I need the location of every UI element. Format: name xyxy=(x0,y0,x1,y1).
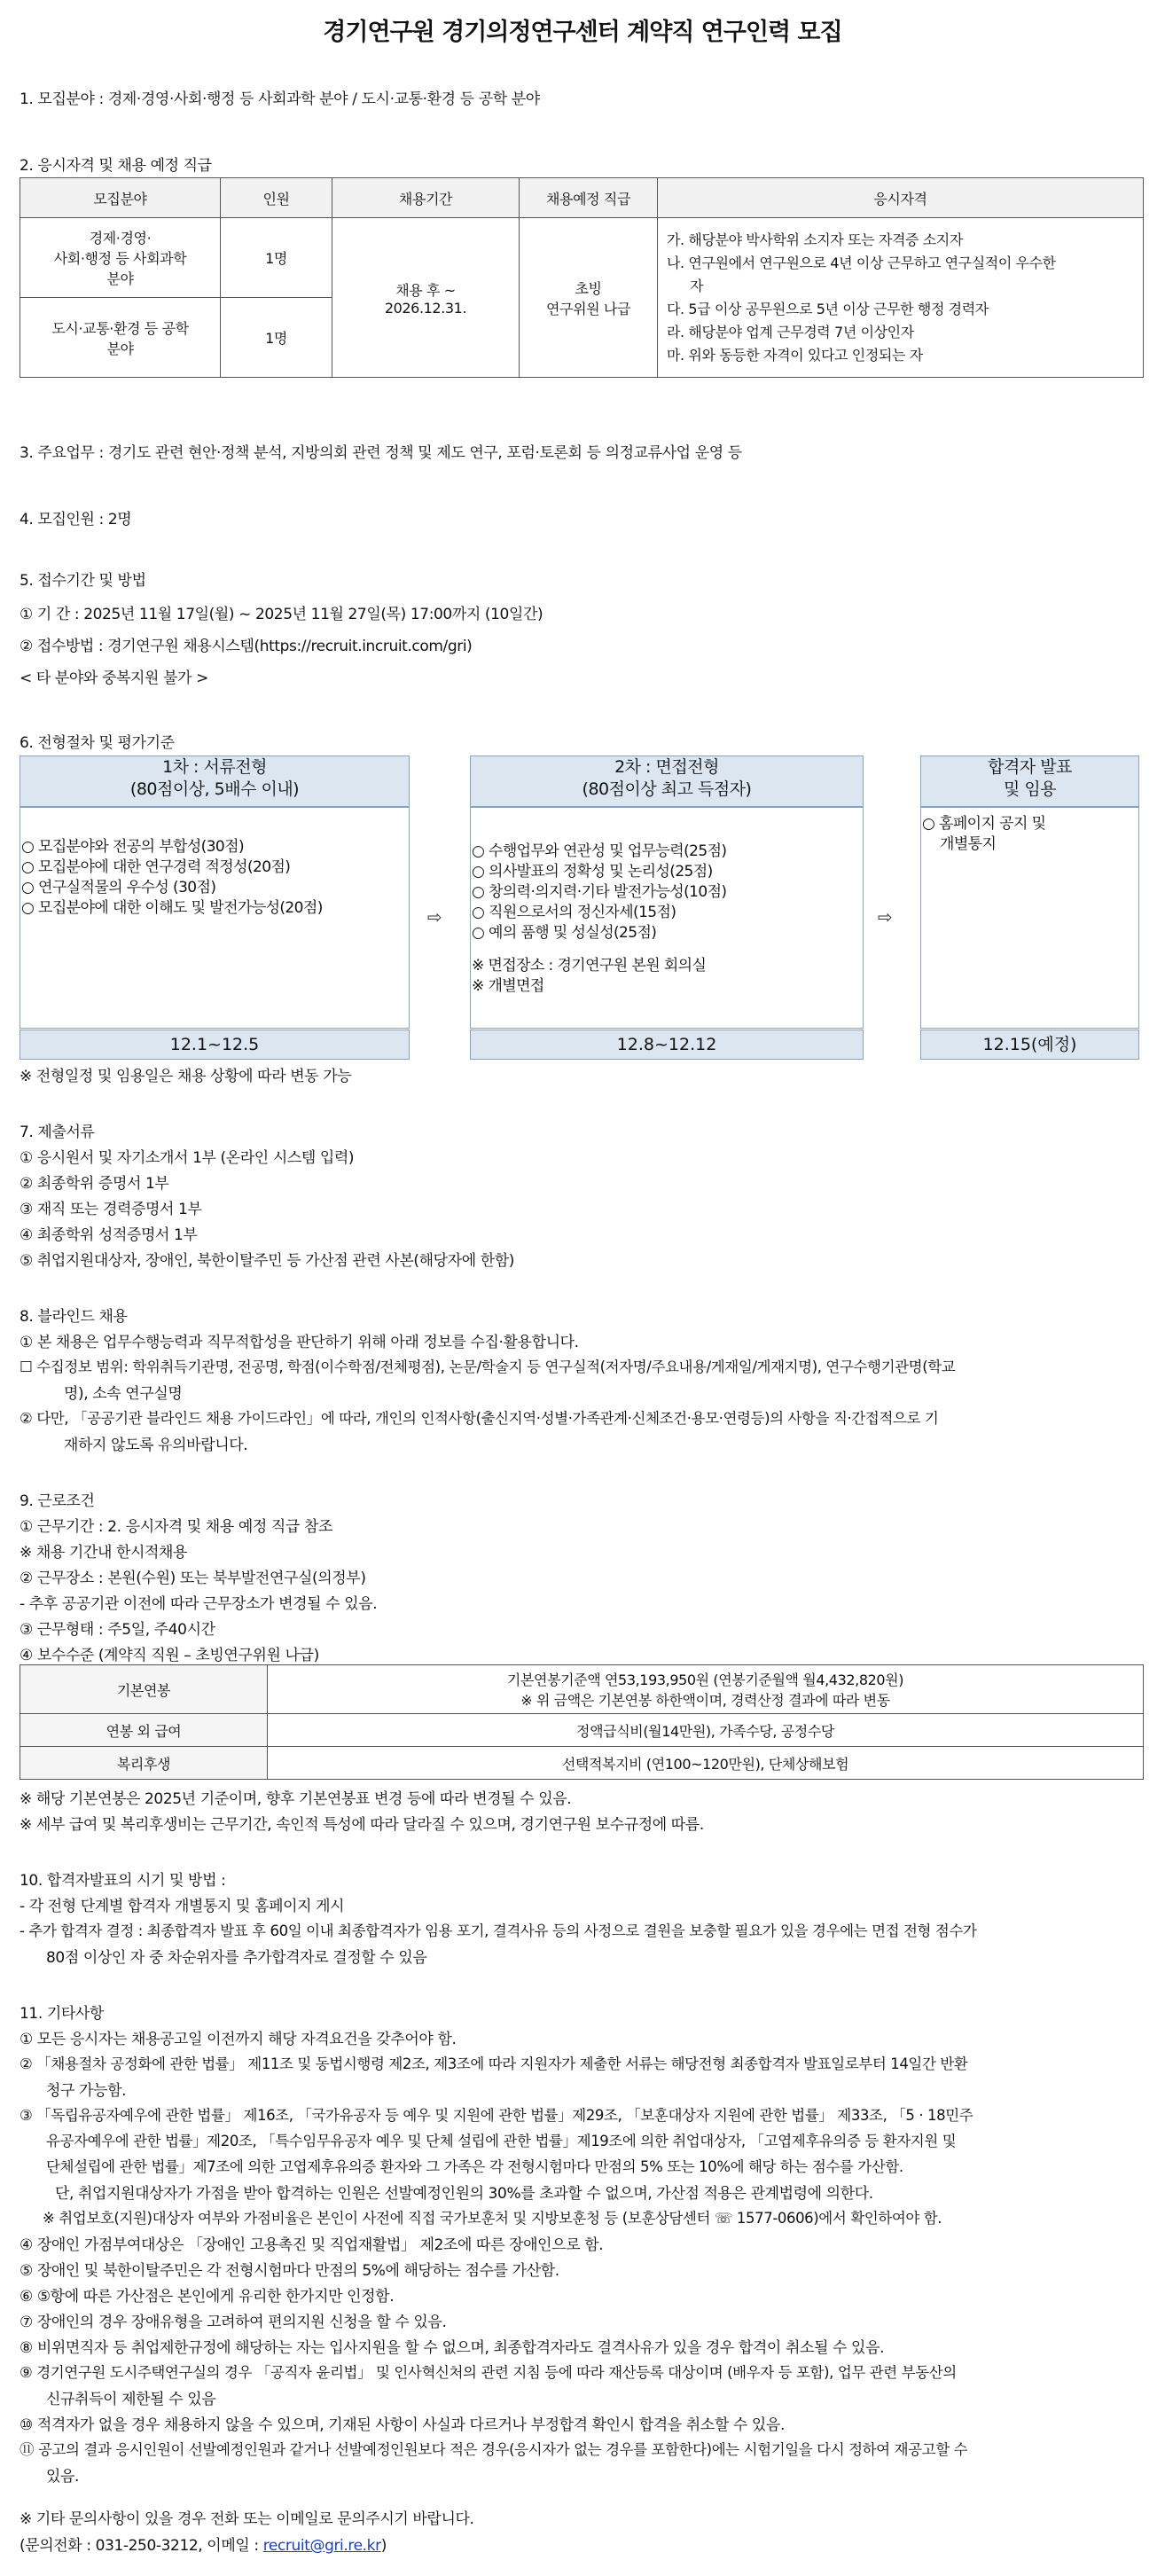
contact-suffix: ) xyxy=(380,2537,387,2555)
stage1-date: 12.1~12.5 xyxy=(20,1030,410,1060)
col-header: 채용기간 xyxy=(332,178,520,218)
document-item: ① 응시원서 및 자기소개서 1부 (온라인 시스템 입력) xyxy=(20,1149,355,1167)
s11-line: 유공자예우에 관한 법률」제20조, 「특수임무유공자 예우 및 단체 설립에 관한 법률」제19조에 의한 취업대상자, 「고엽제후유의증 등 환자지원 및 xyxy=(46,2133,957,2149)
stage2-header xyxy=(470,756,864,807)
period-line: 2026.12.31. xyxy=(384,299,467,317)
stage3-header xyxy=(920,756,1139,807)
criteria-item: ○ 직원으로서의 정신자세(15점) xyxy=(472,904,676,921)
s9-line: - 추후 공공기관 이전에 따라 근무장소가 변경될 수 있음. xyxy=(20,1595,378,1613)
s11-line: 신규취득이 제한될 수 있음 xyxy=(46,2391,216,2408)
criteria-item: ○ 모집분야에 대한 이해도 및 발전가능성(20점) xyxy=(21,899,323,917)
section-3: 3. 주요업무 : 경기도 관련 현안·정책 분석, 지방의회 관련 정책 및 제도 연구, 포럼·토론회 등 의정교류사업 운영 등 xyxy=(20,444,742,462)
salary-label: 연봉 외 급여 xyxy=(20,1714,268,1747)
s9-note: ※ 세부 급여 및 복리후생비는 근무기간, 속인적 특성에 따라 달라질 수 있으며, 경기연구원 보수규정에 따름. xyxy=(20,1816,704,1834)
section-1: 1. 모집분야 : 경제·경영·사회·행정 등 사회과학 분야 / 도시·교통·환경 등 공학 분야 xyxy=(20,90,540,108)
contact-line xyxy=(20,2533,387,2555)
s11-line: ⑥ ⑤항에 따른 가산점은 본인에게 유리한 한가지만 인정함. xyxy=(20,2288,395,2306)
qual-item: 자 xyxy=(690,277,704,294)
s11-line: ⑦ 장애인의 경우 장애유형을 고려하여 편의지원 신청을 할 수 있음. xyxy=(20,2314,447,2331)
criteria-item: ○ 수행업무와 연관성 및 업무능력(25점) xyxy=(472,842,727,860)
s11-line: ① 모든 응시자는 채용공고일 이전까지 해당 자격요건을 갖추어야 함. xyxy=(20,2031,457,2048)
s11-line: 단, 취업지원대상자가 가점을 받아 합격하는 인원은 선발예정인원의 30%를 초과할 수 없으며, 가산점 적용은 관계법령에 의한다. xyxy=(55,2185,873,2203)
field-line: 도시·교통·환경 등 공학 xyxy=(51,319,189,337)
stage2-date: 12.8~12.12 xyxy=(470,1030,864,1060)
s10-line: - 추가 합격자 결정 : 최종합격자 발표 후 60일 이내 최종합격자가 임용 포기, 결격사유 등의 사정으로 결원을 보충할 필요가 있을 경우에는 면접 전형 점수가 xyxy=(20,1922,977,1939)
salary-value: 정액급식비(월14만원), 가족수당, 공정수당 xyxy=(268,1714,1144,1747)
s11-line: ⑧ 비위면직자 등 취업제한규정에 해당하는 자는 입사지원을 할 수 없으며, 최종합격자라도 결격사유가 있을 경우 합격이 취소될 수 있음. xyxy=(20,2339,885,2357)
field-cell xyxy=(20,298,221,378)
salary-label: 기본연봉 xyxy=(20,1665,268,1714)
criteria-item: ○ 창의력·의지력·기타 발전가능성(10점) xyxy=(472,883,727,901)
s11-line: ⑪ 공고의 결과 응시인원이 선발예정인원과 같거나 선발예정인원보다 적은 경우(응시자가 없는 경우를 포함한다)에는 시험기일을 다시 정하여 재공고할 수 xyxy=(20,2441,968,2458)
s8-line: ① 본 채용은 업무수행능력과 직무적합성을 판단하기 위해 아래 정보를 수집·활용합니다. xyxy=(20,1334,579,1351)
s8-line: 명), 소속 연구실명 xyxy=(64,1385,183,1403)
s11-line: 청구 가능함. xyxy=(46,2082,127,2100)
s5-method: ② 접수방법 : 경기연구원 채용시스템(https://recruit.incruit.com/gri) xyxy=(20,638,473,655)
qual-item: 나. 연구원에서 연구원으로 4년 이상 근무하고 연구실적이 우수한 xyxy=(667,254,1056,271)
stage-subtitle: (80점이상, 5배수 이내) xyxy=(129,779,300,799)
s5-note: < 타 분야와 중복지원 불가 > xyxy=(20,669,208,687)
document-item: ② 최종학위 증명서 1부 xyxy=(20,1175,169,1193)
field-line: 분야 xyxy=(106,340,134,357)
period-line: 채용 후 ~ xyxy=(395,281,456,299)
criteria-item: ○ 모집분야에 대한 연구경력 적정성(20점) xyxy=(21,858,291,876)
section-5-title: 5. 접수기간 및 방법 xyxy=(20,572,146,590)
field-line: 분야 xyxy=(106,270,134,287)
document-item: ⑤ 취업지원대상자, 장애인, 북한이탈주민 등 가산점 관련 사본(해당자에 한함) xyxy=(20,1252,515,1270)
qual-item: 다. 5급 이상 공무원으로 5년 이상 근무한 행정 경력자 xyxy=(667,300,989,317)
section-10-title: 10. 합격자발표의 시기 및 방법 : xyxy=(20,1872,226,1890)
qual-item: 마. 위와 동등한 자격이 있다고 인정되는 자 xyxy=(667,346,923,364)
s9-line: ① 근무기간 : 2. 응시자격 및 채용 예정 직급 참조 xyxy=(20,1518,332,1536)
email-link[interactable]: recruit@gri.re.kr xyxy=(262,2537,381,2555)
s8-line: ☐ 수집정보 범위: 학위취득기관명, 전공명, 학점(이수학점/전체평점), 논문/학술지 등 연구실적(저자명/주요내용/게재일/게재지명), 연구수행기관명(학교 xyxy=(20,1358,956,1375)
col-header: 모집분야 xyxy=(20,178,221,218)
interview-note: ※ 면접장소 : 경기연구원 본원 회의실 xyxy=(472,957,707,975)
contact-note: ※ 기타 문의사항이 있을 경우 전화 또는 이메일로 문의주시기 바랍니다. xyxy=(20,2510,474,2528)
period-cell xyxy=(332,218,520,378)
page-title: 경기연구원 경기의정연구센터 계약직 연구인력 모집 xyxy=(323,19,842,46)
field-line: 경제·경영· xyxy=(89,230,152,247)
s11-line: ② 「채용절차 공정화에 관한 법률」 제11조 및 동법시행령 제2조, 제3조에 따라 지원자가 제출한 서류는 해당전형 최종합격자 발표일로부터 14일간 반환 xyxy=(20,2055,968,2072)
s5-period: ① 기 간 : 2025년 11월 17일(월) ~ 2025년 11월 27일(목) 17:00까지 (10일간) xyxy=(20,606,543,623)
stage-title: 합격자 발표 xyxy=(988,757,1072,777)
field-cell xyxy=(20,218,221,298)
stage-subtitle: 및 임용 xyxy=(1003,779,1057,799)
rank-cell xyxy=(520,218,658,378)
col-header: 인원 xyxy=(221,178,332,218)
section-2-title: 2. 응시자격 및 채용 예정 직급 xyxy=(20,157,212,175)
s9-note: ※ 해당 기본연봉은 2025년 기준이며, 향후 기본연봉표 변경 등에 따라 변경될 수 있음. xyxy=(20,1790,572,1808)
s11-line: ④ 장애인 가점부여대상은 「장애인 고용촉진 및 직업재활법」 제2조에 따른 장애인으로 함. xyxy=(20,2236,604,2254)
criteria-item: ○ 예의 품행 및 성실성(25점) xyxy=(472,924,657,942)
arrow-right-icon: ⇨ xyxy=(427,906,442,928)
s11-line: ⑨ 경기연구원 도시주택연구실의 경우 「공직자 윤리법」 및 인사혁신처의 관련 지침 등에 따라 재산등록 대상이며 (배우자 등 포함), 업무 관련 부동산의 xyxy=(20,2364,957,2381)
col-header: 응시자격 xyxy=(658,178,1144,218)
stage-subtitle: (80점이상 최고 득점자) xyxy=(582,779,752,799)
salary-table xyxy=(20,1664,1144,1780)
s8-line: ② 다만, 「공공기관 블라인드 채용 가이드라인」에 따라, 개인의 인적사항(출신지역·성별·가족관계·신체조건·용모·연령등)의 사항을 직·간접적으로 기 xyxy=(20,1410,939,1427)
count-cell: 1명 xyxy=(221,218,332,298)
count-cell: 1명 xyxy=(221,298,332,378)
s8-line: 재하지 않도록 유의바랍니다. xyxy=(64,1437,248,1454)
qual-item: 라. 해당분야 업계 근무경력 7년 이상인자 xyxy=(667,323,914,341)
quals-cell xyxy=(658,218,1144,378)
s6-note: ※ 전형일정 및 임용일은 채용 상황에 따라 변동 가능 xyxy=(20,1068,352,1085)
salary-line: 기본연봉기준액 연53,193,950원 (연봉기준월액 월4,432,820원) xyxy=(506,1672,904,1688)
document-item: ④ 최종학위 성적증명서 1부 xyxy=(20,1226,198,1244)
s9-line: ② 근무장소 : 본원(수원) 또는 북부발전연구실(의정부) xyxy=(20,1570,366,1587)
criteria-item: 개별통지 xyxy=(940,835,997,853)
s11-line: 있음. xyxy=(46,2468,80,2486)
s9-line: ※ 채용 기간내 한시적채용 xyxy=(20,1544,188,1562)
salary-value: 선택적복지비 (연100~120만원), 단체상해보험 xyxy=(268,1747,1144,1780)
section-9-title: 9. 근로조건 xyxy=(20,1492,95,1510)
stage-title: 1차 : 서류전형 xyxy=(162,757,267,777)
interview-note: ※ 개별면접 xyxy=(472,977,544,995)
qualification-table xyxy=(20,177,1144,378)
salary-label: 복리후생 xyxy=(20,1747,268,1780)
contact-prefix: (문의전화 : 031-250-3212, 이메일 : xyxy=(20,2537,263,2555)
qual-item: 가. 해당분야 박사학위 소지자 또는 자격증 소지자 xyxy=(667,231,963,248)
section-11-title: 11. 기타사항 xyxy=(20,2005,104,2023)
field-line: 사회·행정 등 사회과학 xyxy=(53,250,187,267)
s10-line: 80점 이상인 자 중 차순위자를 추가합격자로 결정할 수 있음 xyxy=(46,1949,427,1967)
criteria-item: ○ 의사발표의 정확성 및 논리성(25점) xyxy=(472,863,713,881)
s9-line: ④ 보수수준 (계약직 직원 – 초빙연구위원 나급) xyxy=(20,1647,319,1664)
section-8-title: 8. 블라인드 채용 xyxy=(20,1308,128,1326)
rank-line: 연구위원 나급 xyxy=(545,300,631,317)
section-4: 4. 모집인원 : 2명 xyxy=(20,511,132,529)
s10-line: - 각 전형 단계별 합격자 개별통지 및 홈페이지 게시 xyxy=(20,1898,345,1915)
s11-line: 단체설립에 관한 법률」제7조에 의한 고엽제후유의증 환자와 그 가족은 각 전형시험마다 만점의 5% 또는 10%에 해당 하는 점수를 가산함. xyxy=(46,2158,903,2175)
rank-line: 초빙 xyxy=(575,279,602,297)
stage1-header xyxy=(20,756,410,807)
salary-line: ※ 위 금액은 기본연봉 하한액이며, 경력산정 결과에 따라 변동 xyxy=(520,1692,890,1709)
criteria-item: ○ 연구실적물의 우수성 (30점) xyxy=(21,879,216,897)
stage-title: 2차 : 면접전형 xyxy=(614,757,719,777)
stage3-date: 12.15(예정) xyxy=(920,1030,1139,1060)
criteria-item: ○ 모집분야와 전공의 부합성(30점) xyxy=(21,838,245,856)
section-6-title: 6. 전형절차 및 평가기준 xyxy=(20,734,175,752)
s9-line: ③ 근무형태 : 주5일, 주40시간 xyxy=(20,1621,215,1639)
col-header: 채용예정 직급 xyxy=(520,178,658,218)
arrow-right-icon: ⇨ xyxy=(878,906,893,928)
s11-line: ⑩ 적격자가 없을 경우 채용하지 않을 수 있으며, 기재된 사항이 사실과 다르거나 부정합격 확인시 합격을 취소할 수 있음. xyxy=(20,2416,785,2434)
s11-line: ※ 취업보호(지원)대상자 여부와 가점비율은 본인이 사전에 직접 국가보훈처 및 지방보훈청 등 (보훈상담센터 ☏ 1577-0606)에서 확인하여야 함. xyxy=(43,2210,942,2227)
salary-value xyxy=(268,1665,1144,1714)
s11-line: ③ 「독립유공자예우에 관한 법률」 제16조, 「국가유공자 등 예우 및 지원에 관한 법률」제29조, 「보훈대상자 지원에 관한 법률」 제33조, 「5 · 18민주 xyxy=(20,2107,973,2124)
document-item: ③ 재직 또는 경력증명서 1부 xyxy=(20,1201,202,1218)
s11-line: ⑤ 장애인 및 북한이탈주민은 각 전형시험마다 만점의 5%에 해당하는 점수를 가산함. xyxy=(20,2262,559,2280)
criteria-item: ○ 홈페이지 공지 및 xyxy=(922,815,1046,833)
section-7-title: 7. 제출서류 xyxy=(20,1124,95,1141)
